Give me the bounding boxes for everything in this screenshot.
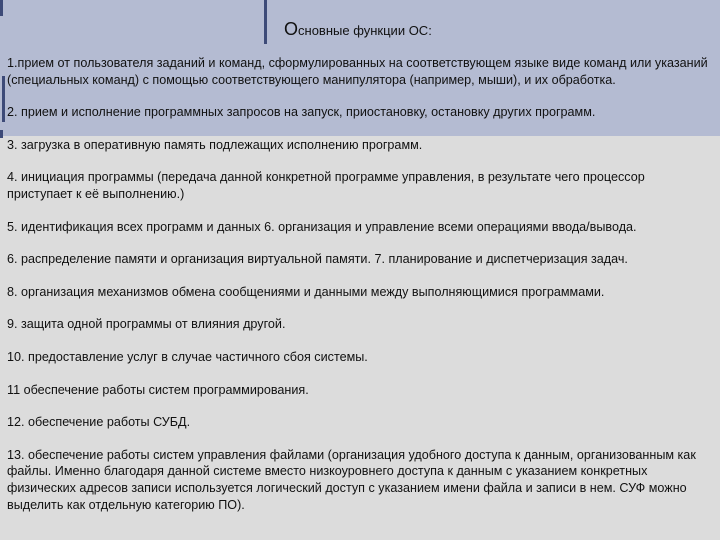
list-item: 10. предоставление услуг в случае частичного сбоя системы. xyxy=(7,349,368,364)
list-item: 2. прием и исполнение программных запросов на запуск, приостановку, остановку других программ. xyxy=(7,105,596,120)
list-item: 4. инициация программы (передача данной конкретной программе управления, в результате чего процессор приступает к её выполнению.) xyxy=(7,170,645,201)
list-item: 1.прием от пользователя заданий и команд, сформулированных на соответствующем языке виде команд или указаний (специальных команд) с помощью соответствующего манипулятора (например, мыши), и их обработка. xyxy=(7,56,708,87)
list-item: 13. обеспечение работы систем управления файлами (организация удобного доступа к данным, организованным как файлы. Именно благодаря данной системе вместо низкоуровнего доступа к данным с указанием конкретных физических адресов записи используется логический доступ с указанием имени файла и записи в нем. СУФ можно выделить как отдельную категорию ПО). xyxy=(7,447,696,512)
functions-list xyxy=(7,55,713,513)
accent-stripe xyxy=(0,130,3,138)
slide-title xyxy=(284,20,432,40)
list-item: 8. организация механизмов обмена сообщениями и данными между выполняющимися программами. xyxy=(7,284,605,299)
list-item: 6. распределение памяти и организация виртуальной памяти. 7. планирование и диспетчеризация задач. xyxy=(7,252,628,267)
accent-stripe xyxy=(2,76,5,122)
list-item: 11 обеспечение работы систем программирования. xyxy=(7,382,309,397)
list-item: 9. защита одной программы от влияния другой. xyxy=(7,317,286,332)
list-item: 3. загрузка в оперативную память подлежащих исполнению программ. xyxy=(7,137,423,152)
accent-stripe xyxy=(264,0,267,44)
slide-title-first-letter: О xyxy=(284,19,299,39)
list-item: 12. обеспечение работы СУБД. xyxy=(7,415,191,430)
list-item: 5. идентификация всех программ и данных 6. организация и управление всеми операциями ввода/вывода. xyxy=(7,219,637,234)
slide-title-text: сновные функции ОС: xyxy=(298,23,432,38)
accent-stripe xyxy=(0,0,3,16)
